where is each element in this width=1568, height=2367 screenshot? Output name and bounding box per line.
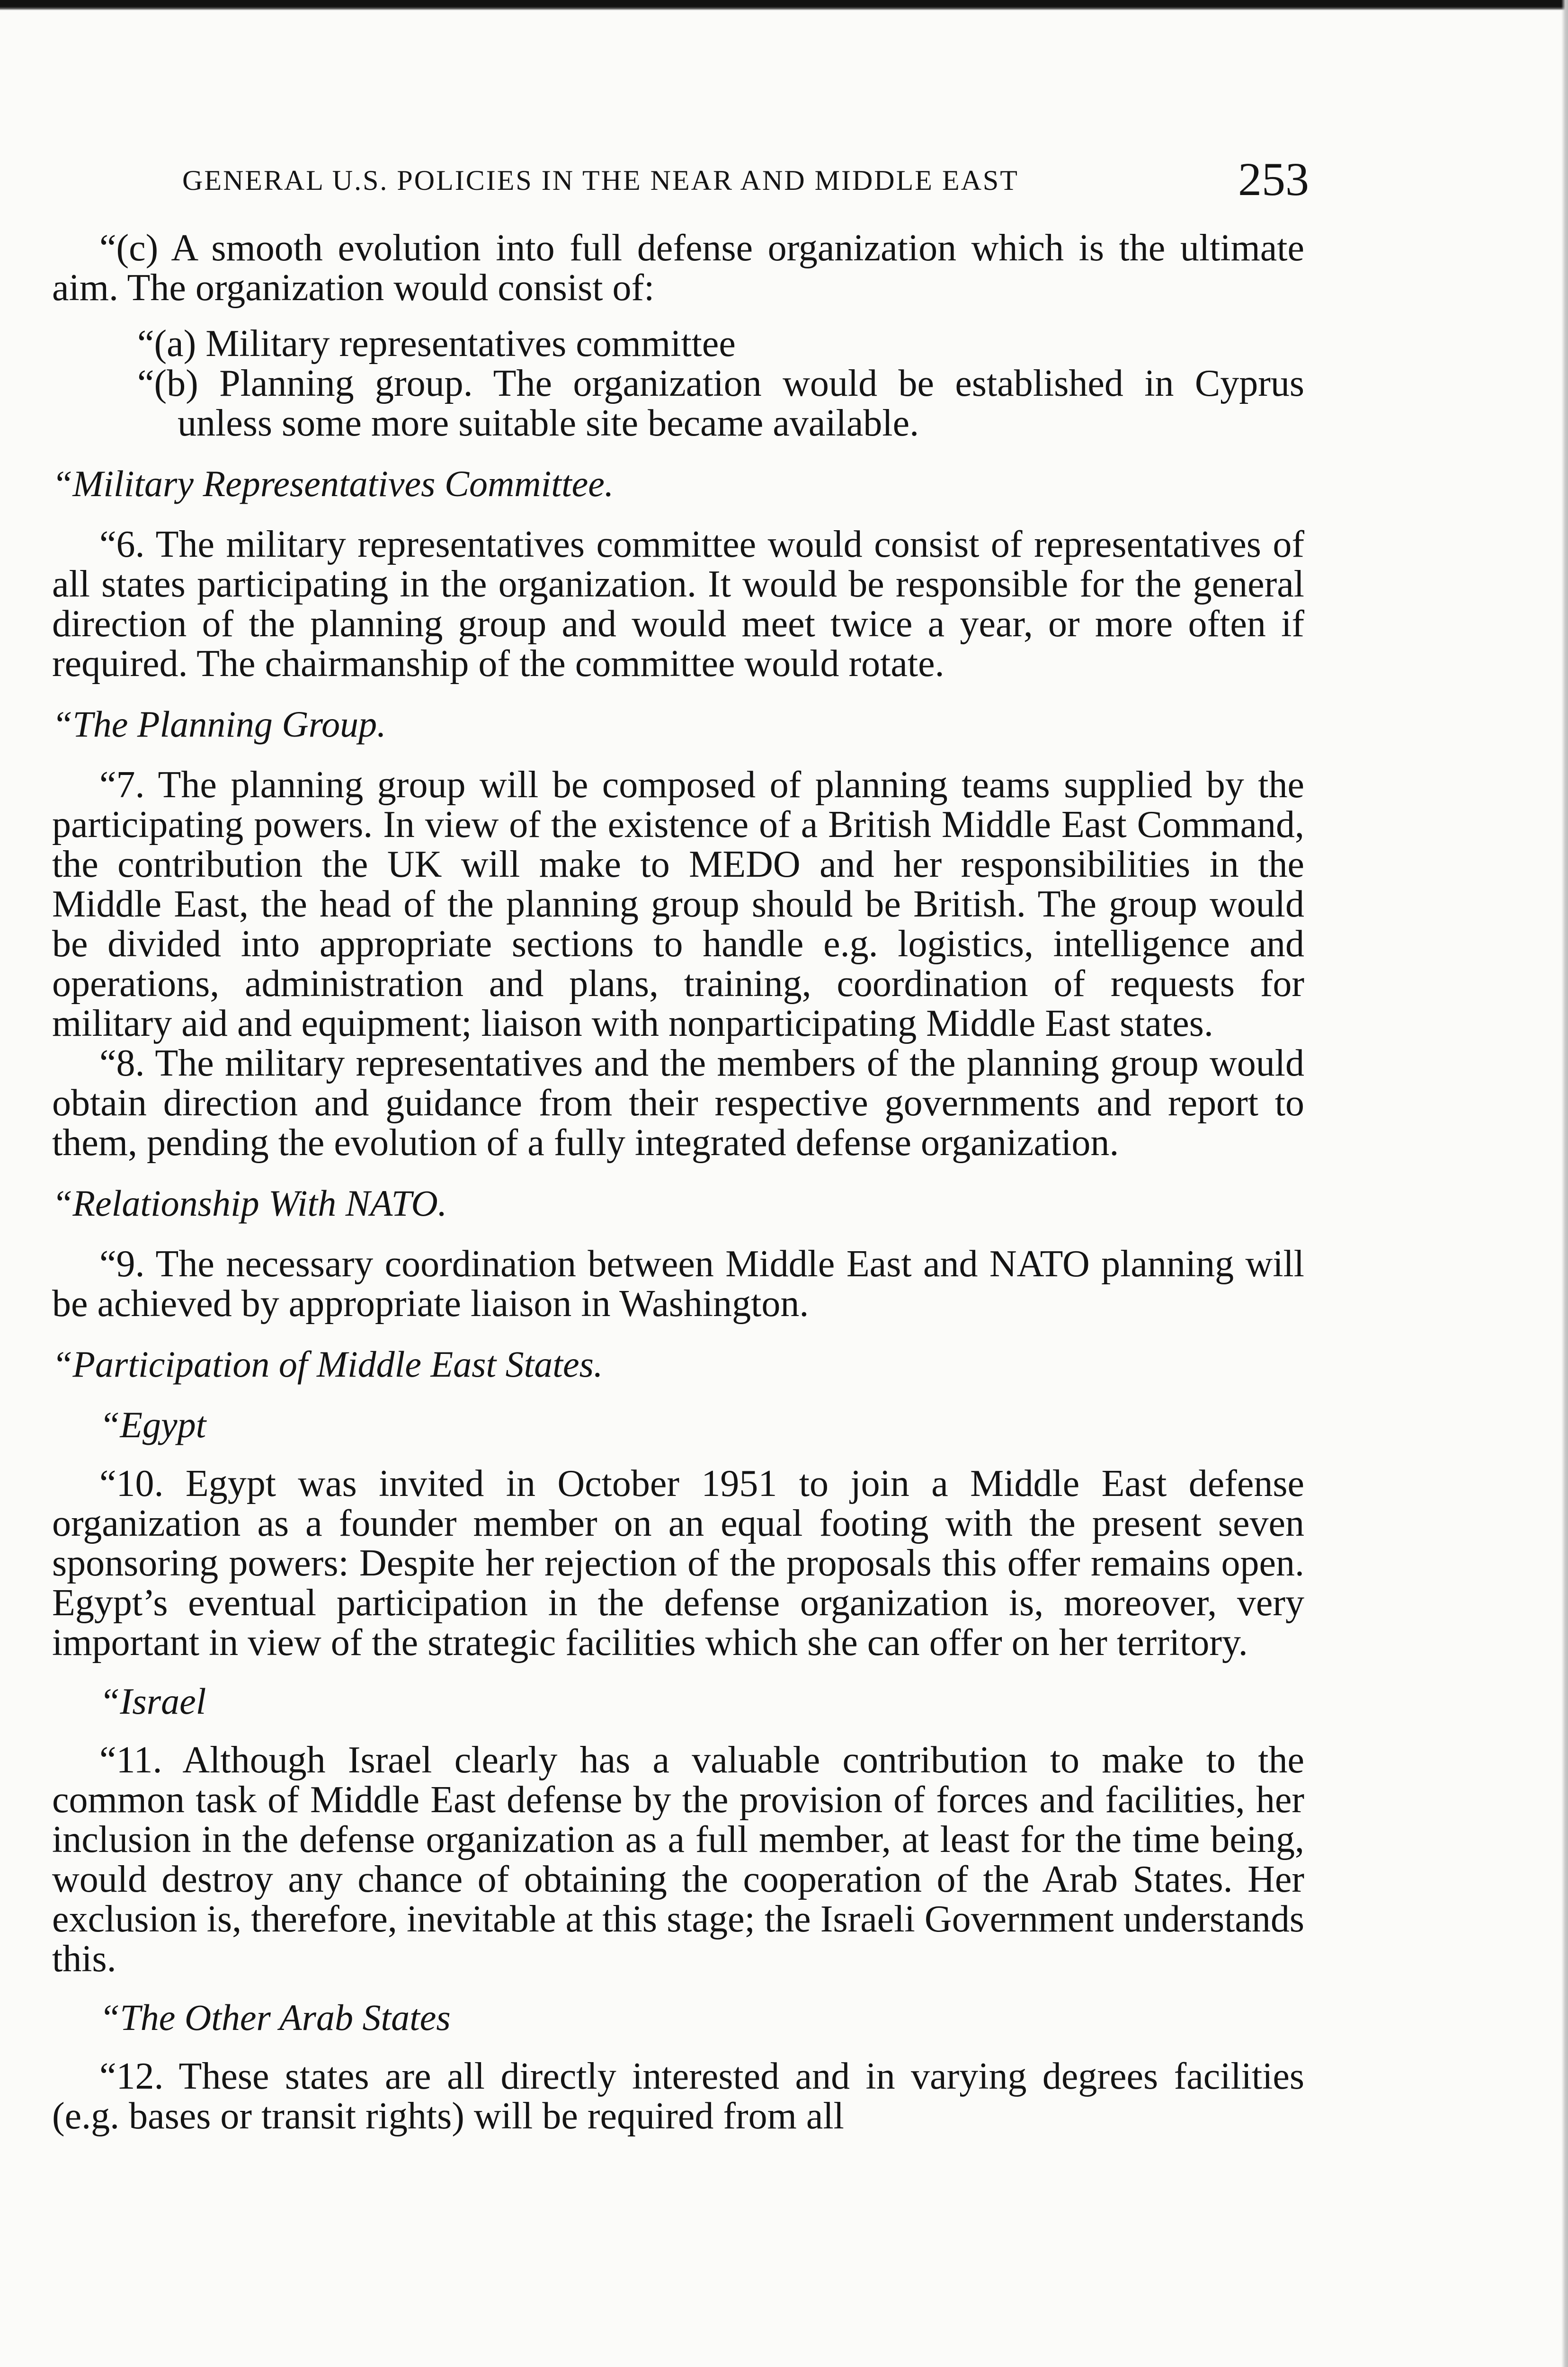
section-heading-military-representatives-committee: “Military Representatives Committee. <box>52 463 614 504</box>
subheading-egypt: “Egypt <box>99 1404 206 1445</box>
running-head: GENERAL U.S. POLICIES IN THE NEAR AND MIDDLE EAST <box>182 165 1019 196</box>
subheading-other-arab-states: “The Other Arab States <box>99 1997 451 2038</box>
page-header <box>182 154 1309 206</box>
list-item-a: “(a) Military representatives committee <box>137 323 736 365</box>
section-heading-planning-group: “The Planning Group. <box>52 703 386 745</box>
paragraph-8: “8. The military representatives and the members of the planning group would obtain direction and guidance from their respective governments and report to them, pending the evolution of a fully integrated defense organization. <box>52 1042 1304 1164</box>
paragraph-11: “11. Although Israel clearly has a valuable contribution to make to the common task of Middle East defense by the provision of forces and facilities, her inclusion in the defense organization as a full member, at least for the time being, would destroy any chance of obtaining the cooperation of the Arab States. Her exclusion is, therefore, inevitable at this stage; the Israeli Government understands this. <box>52 1739 1304 1980</box>
paragraph-7: “7. The planning group will be composed of planning teams supplied by the participating powers. In view of the existence of a British Middle East Command, the contribution the UK will make to MEDO and her responsibilities in the Middle East, the head of the planning group should be British. The group would be divided into appropriate sections to handle e.g. logistics, intelligence and operations, administration and plans, training, coordination of requests for military aid and equipment; liaison with nonparticipating Middle East states. <box>52 764 1304 1044</box>
page-number: 253 <box>1238 153 1309 205</box>
paragraph-10: “10. Egypt was invited in October 1951 to join a Middle East defense organization as a founder member on an equal footing with the present seven sponsoring powers: Despite her rejection of the proposals this offer remains open. Egypt’s eventual participation in the defense organization is, moreover, very important in view of the strategic facilities which she can offer on her territory. <box>52 1463 1304 1664</box>
paragraph-6: “6. The military representatives committee would consist of representatives of all states participating in the organization. It would be responsible for the general direction of the planning group and would meet twice a year, or more often if required. The chairmanship of the committee would rotate. <box>52 524 1304 685</box>
list-item-b: “(b) Planning group. The organization would be established in Cyprus unless some more suitable site became available. <box>137 363 1304 444</box>
top-scan-edge <box>0 0 1568 10</box>
subheading-israel: “Israel <box>99 1681 206 1722</box>
paragraph-c: “(c) A smooth evolution into full defense organization which is the ultimate aim. The organization would consist of: <box>52 227 1304 309</box>
section-heading-relationship-with-nato: “Relationship With NATO. <box>52 1183 447 1224</box>
page-body <box>52 228 1304 2136</box>
paragraph-12: “12. These states are all directly interested and in varying degrees facilities (e.g. bases or transit rights) will be required from all <box>52 2056 1304 2137</box>
section-heading-participation: “Participation of Middle East States. <box>52 1344 603 1385</box>
right-scan-edge <box>1561 0 1568 2367</box>
paragraph-9: “9. The necessary coordination between Middle East and NATO planning will be achieved by appropriate liaison in Washington. <box>52 1243 1304 1325</box>
